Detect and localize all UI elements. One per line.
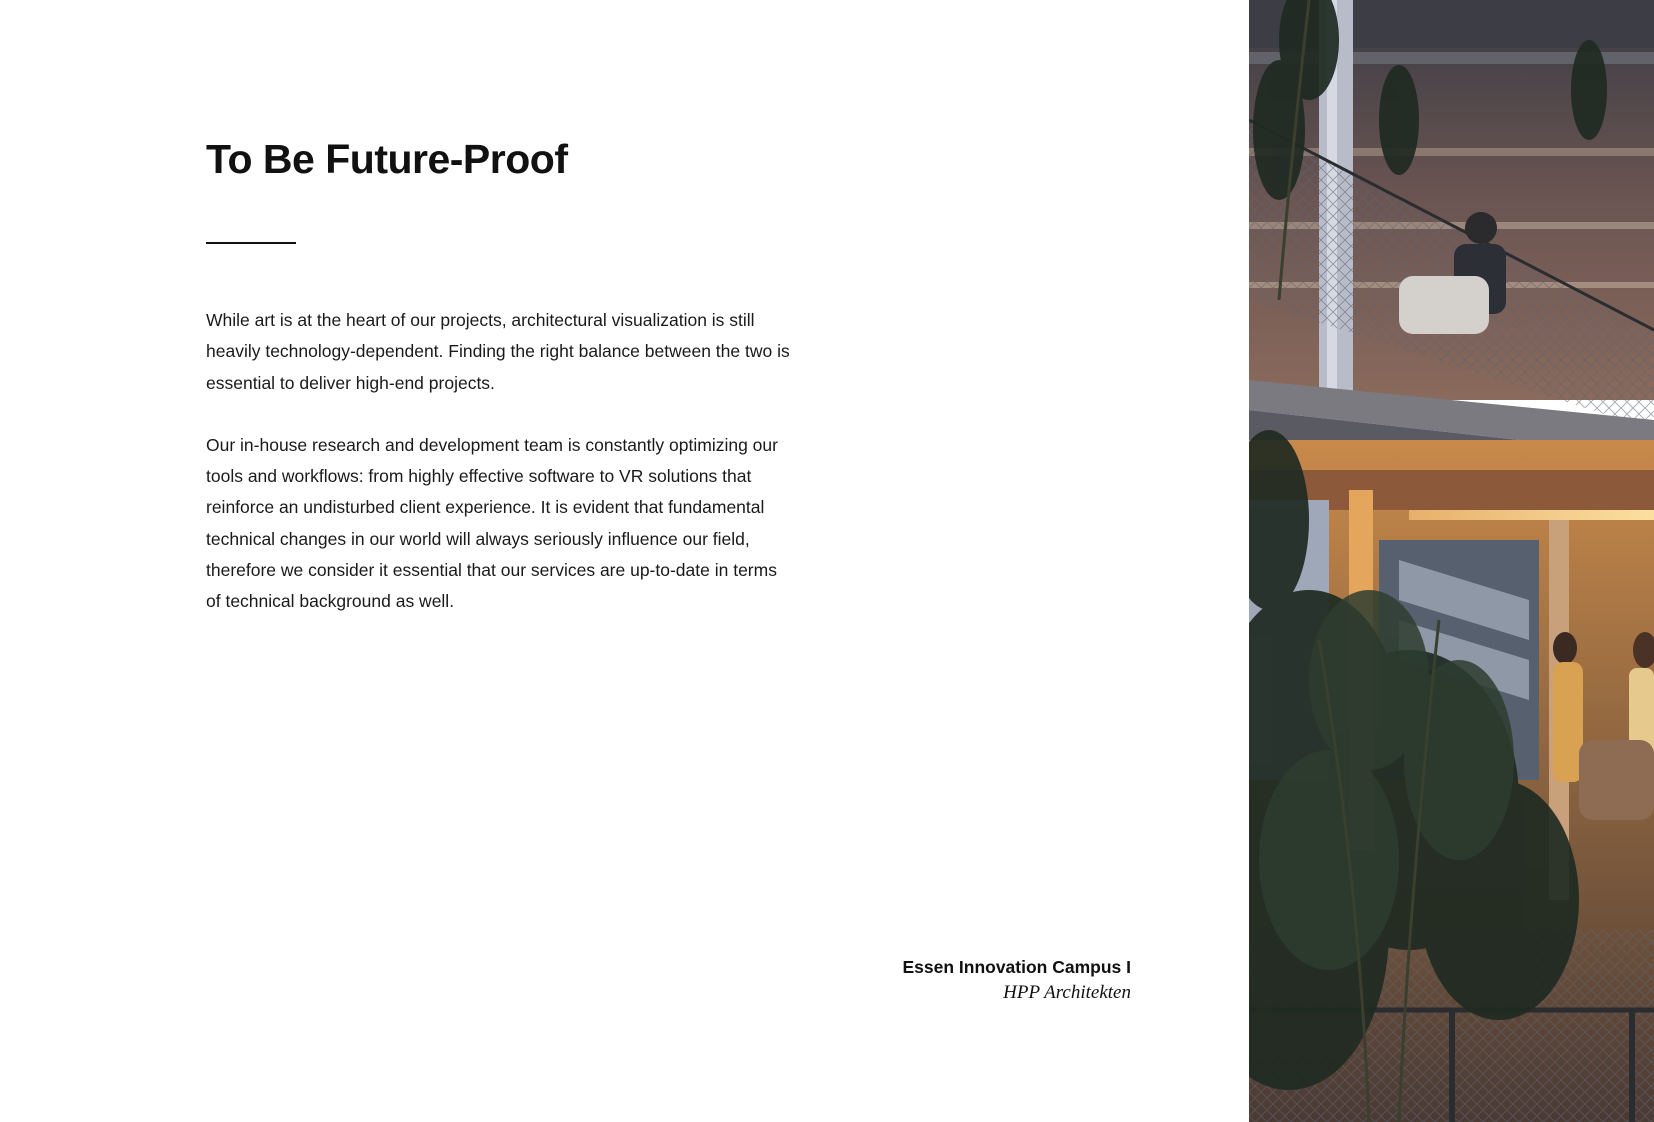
caption-architect: HPP Architekten (1003, 982, 1131, 1003)
page-title: To Be Future-Proof (206, 136, 568, 182)
body-text (206, 305, 796, 649)
caption-project-name: Essen Innovation Campus I (902, 957, 1131, 977)
title-divider (206, 242, 296, 244)
image-caption (902, 954, 1131, 1006)
architectural-rendering-image (1249, 0, 1654, 1122)
body-paragraph-1: While art is at the heart of our projects, architectural visualization is still heavily technology-dependent. Finding the right balance between the two is essential to deliver high-end projects. (206, 310, 790, 393)
body-paragraph-2: Our in-house research and development team is constantly optimizing our tools and workflows: from highly effective software to VR solutions that reinforce an undisturbed client experience. It is evident that fundamental technical changes in our world will always seriously influence our field, therefore we consider it essential that our services are up-to-date in terms of technical background as well. (206, 434, 778, 612)
